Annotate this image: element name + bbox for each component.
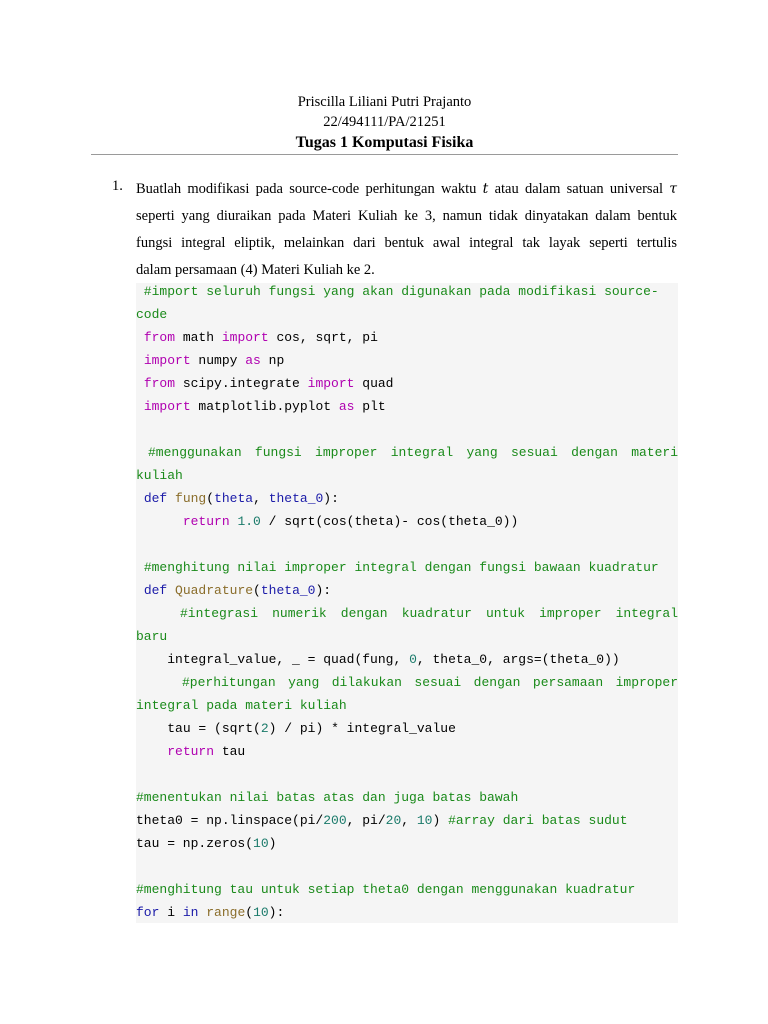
- code-line-linspace: theta0 = np.linspace(pi/200, pi/20, 10) #array dari batas sudut: [136, 813, 628, 828]
- code-comment-improper: #menggunakan fungsi improper integral yang sesuai dengan materi: [148, 445, 678, 460]
- symbol-t: t: [482, 181, 489, 197]
- question-text: [136, 176, 677, 284]
- code-line-import-math: from math import cos, sqrt, pi: [143, 330, 378, 345]
- symbol-tau: τ: [669, 181, 678, 197]
- code-line-tau: tau = (sqrt(2) / pi) * integral_value: [167, 721, 456, 736]
- code-line-return-tau: return tau: [167, 744, 246, 759]
- code-block: [136, 283, 678, 923]
- code-comment-loop: #menghitung tau untuk setiap theta0 dengan menggunakan kuadratur: [136, 882, 636, 897]
- code-line-zeros: tau = np.zeros(10): [136, 836, 277, 851]
- student-id: 22/494111/PA/21251: [323, 114, 446, 130]
- question-number: 1.: [112, 178, 123, 194]
- code-line-def-quadrature: def Quadrature(theta_0):: [143, 583, 332, 598]
- code-comment-bounds: #menentukan nilai batas atas dan juga batas bawah: [136, 790, 519, 805]
- code-line-return-fung: return 1.0 / sqrt(cos(theta)- cos(theta_0)): [182, 514, 519, 529]
- code-line-import-numpy: import numpy as np: [143, 353, 285, 368]
- code-comment-improper-cont: kuliah: [136, 468, 183, 483]
- code-line-def-fung: def fung(theta, theta_0):: [143, 491, 339, 506]
- code-comment-import: #import seluruh fungsi yang akan digunakan pada modifikasi source-: [136, 284, 659, 299]
- author-name: Priscilla Liliani Putri Prajanto: [297, 94, 472, 110]
- code-line-import-scipy: from scipy.integrate import quad: [143, 376, 394, 391]
- title-divider: [91, 154, 678, 155]
- code-comment-integration-cont: baru: [136, 629, 168, 644]
- code-comment-integration: #integrasi numerik dengan kuadratur untuk improper integral: [180, 606, 678, 621]
- code-line-for: for i in range(10):: [136, 905, 285, 920]
- code-comment-calc-cont: integral pada materi kuliah: [136, 698, 347, 713]
- code-comment-quadrature: #menghitung nilai improper integral dengan fungsi bawaan kuadratur: [143, 560, 659, 575]
- question-line-3: fungsi integral eliptik, melainkan dari bentuk awal integral tak layak seperti tertulis: [136, 235, 677, 251]
- code-comment-calc: #perhitungan yang dilakukan sesuai dengan persamaan improper: [182, 675, 678, 690]
- question-line-2: seperti yang diuraikan pada Materi Kuliah ke 3, namun tidak dinyatakan dalam bentuk: [136, 208, 677, 224]
- code-comment-import-cont: code: [136, 307, 168, 322]
- question-line-4: dalam persamaan (4) Materi Kuliah ke 2.: [136, 262, 375, 278]
- code-line-import-matplotlib: import matplotlib.pyplot as plt: [143, 399, 386, 414]
- code-line-integral-value: integral_value, _ = quad(fung, 0, theta_0, args=(theta_0)): [167, 652, 620, 667]
- document-title: Tugas 1 Komputasi Fisika: [295, 134, 474, 151]
- question-line-1: Buatlah modifikasi pada source-code perhitungan waktu t atau dalam satuan universal τ: [136, 181, 678, 197]
